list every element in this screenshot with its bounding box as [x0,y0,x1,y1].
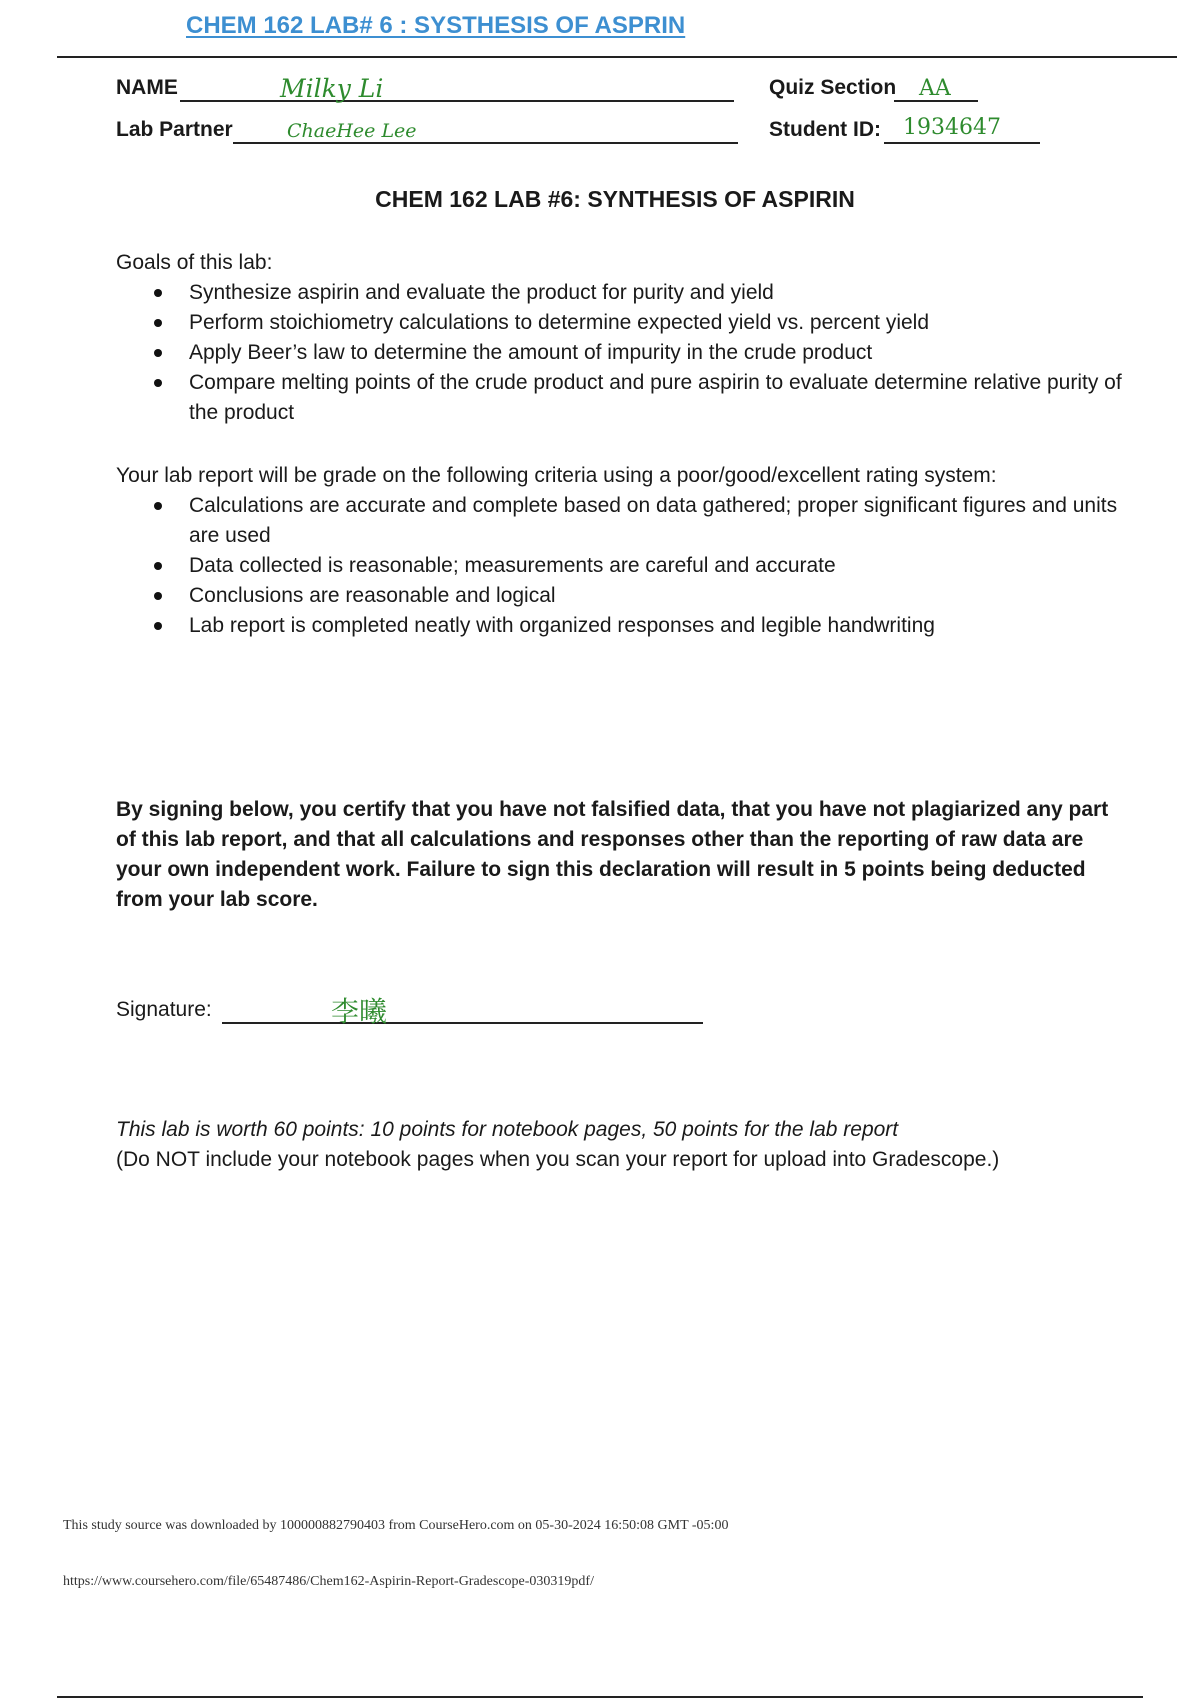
source-url[interactable]: https://www.coursehero.com/file/65487486/Chem162-Aspirin-Report-Gradescope-030319pdf/ [63,1574,594,1589]
criteria-item: Conclusions are reasonable and logical [116,581,1126,611]
signature-line [222,1022,703,1024]
goal-item: Perform stoichiometry calculations to determine expected yield vs. percent yield [116,308,1126,338]
criteria-heading: Your lab report will be grade on the following criteria using a poor/good/excellent rating system: [116,464,997,487]
quiz-section-value: AA [919,76,951,101]
lab-partner-label: Lab Partner [116,118,233,141]
goals-list [116,278,1126,428]
name-label: NAME [116,76,178,99]
points-info: This lab is worth 60 points: 10 points for notebook pages, 50 points for the lab report [116,1118,899,1141]
name-value: Milky Li [280,74,384,103]
document-title: CHEM 162 LAB #6: SYNTHESIS OF ASPIRIN [375,186,855,212]
lab-partner-line [233,142,738,144]
student-id-line [884,142,1040,144]
header-divider [57,56,1177,58]
criteria-list [116,491,1126,641]
footer-divider [57,1696,1143,1698]
quiz-section-label: Quiz Section [769,76,897,99]
student-id-label: Student ID: [769,118,881,141]
goals-heading: Goals of this lab: [116,251,273,274]
criteria-item: Calculations are accurate and complete based on data gathered; proper significant figures and units are used [116,491,1126,551]
name-line [180,100,734,102]
signature-label: Signature: [116,998,212,1021]
download-source-line: This study source was downloaded by 100000882790403 from CourseHero.com on 05-30-2024 16:50:08 GMT -05:00 [63,1518,729,1533]
signature-value: 李曦 [331,995,388,1028]
header-title-link[interactable]: CHEM 162 LAB# 6 : SYSTHESIS OF ASPRIN [186,12,686,39]
goal-item: Synthesize aspirin and evaluate the product for purity and yield [116,278,1126,308]
criteria-item: Lab report is completed neatly with organized responses and legible handwriting [116,611,1126,641]
goal-item: Apply Beer’s law to determine the amount of impurity in the crude product [116,338,1126,368]
goal-item: Compare melting points of the crude product and pure aspirin to evaluate determine relative purity of the product [116,368,1126,428]
certification-statement: By signing below, you certify that you have not falsified data, that you have not plagiarized any part of this lab report, and that all calculations and responses other than the reporting of raw data are your own independent work. Failure to sign this declaration will result in 5 points being deducted from your lab score. [116,798,1109,911]
upload-note: (Do NOT include your notebook pages when you scan your report for upload into Gradescope.) [116,1148,1000,1171]
criteria-item: Data collected is reasonable; measurements are careful and accurate [116,551,1126,581]
lab-partner-value: ChaeHee Lee [287,120,417,142]
student-id-value: 1934647 [903,115,1001,140]
